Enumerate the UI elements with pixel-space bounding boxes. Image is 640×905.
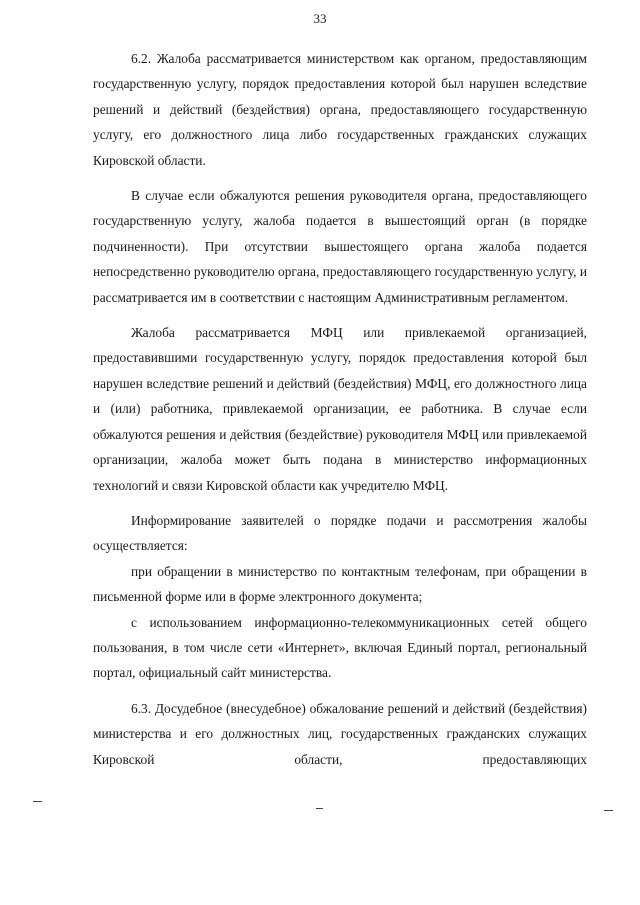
paragraph-by-phone: при обращении в министерство по контактным телефонам, при обращении в письменной форме или в форме электронного документа; — [93, 563, 587, 605]
scan-mark-right — [604, 810, 613, 811]
paragraph-higher-authority: В случае если обжалуются решения руководителя органа, предоставляющего государственную услугу, жалоба подается в вышестоящий орган (в порядке подчиненности). При отсутствии вышестоящего органа жалоба подается непосредственно руководителю органа, предоставляющего государственную услугу, и рассматривается им в соответствии с настоящим Административным регламентом. — [93, 188, 587, 305]
scan-mark-center — [316, 808, 323, 809]
paragraph-6-2: 6.2. Жалоба рассматривается министерством как органом, предоставляющим государственную услугу, порядок предоставления которой был нарушен вследствие решений и действий (бездействия) органа, предоставляющего государственную услугу, его должностного лица либо государственных гражданских служащих Кировской области. — [93, 51, 587, 168]
paragraph-informing: Информирование заявителей о порядке подачи и рассмотрения жалобы осуществляется: — [93, 512, 587, 554]
paragraph-mfc-complaint: Жалоба рассматривается МФЦ или привлекаемой организацией, предоставившими государственную услугу, порядок предоставления которой был нарушен вследствие решений и действий (бездействия) МФЦ, его должностного лица и (или) работника, привлекаемой организации, ее работника. В случае если обжалуются решения и действия (бездействие) руководителя МФЦ или привлекаемой организации, жалоба может быть подана в министерство информационных технологий и связи Кировской области как учредителю МФЦ. — [93, 325, 587, 493]
scan-mark-left — [33, 801, 42, 802]
document-body — [93, 46, 587, 782]
page-number: 33 — [313, 11, 327, 26]
paragraph-internet: с использованием информационно-телекоммуникационных сетей общего пользования, в том числе сети «Интернет», включая Единый портал, региональный портал, официальный сайт министерства. — [93, 614, 587, 681]
paragraph-6-3: 6.3. Досудебное (внесудебное) обжалование решений и действий (бездействия) министерства и его должностных лиц, государственных гражданских служащих Кировской области, предоставляющих — [93, 700, 587, 767]
